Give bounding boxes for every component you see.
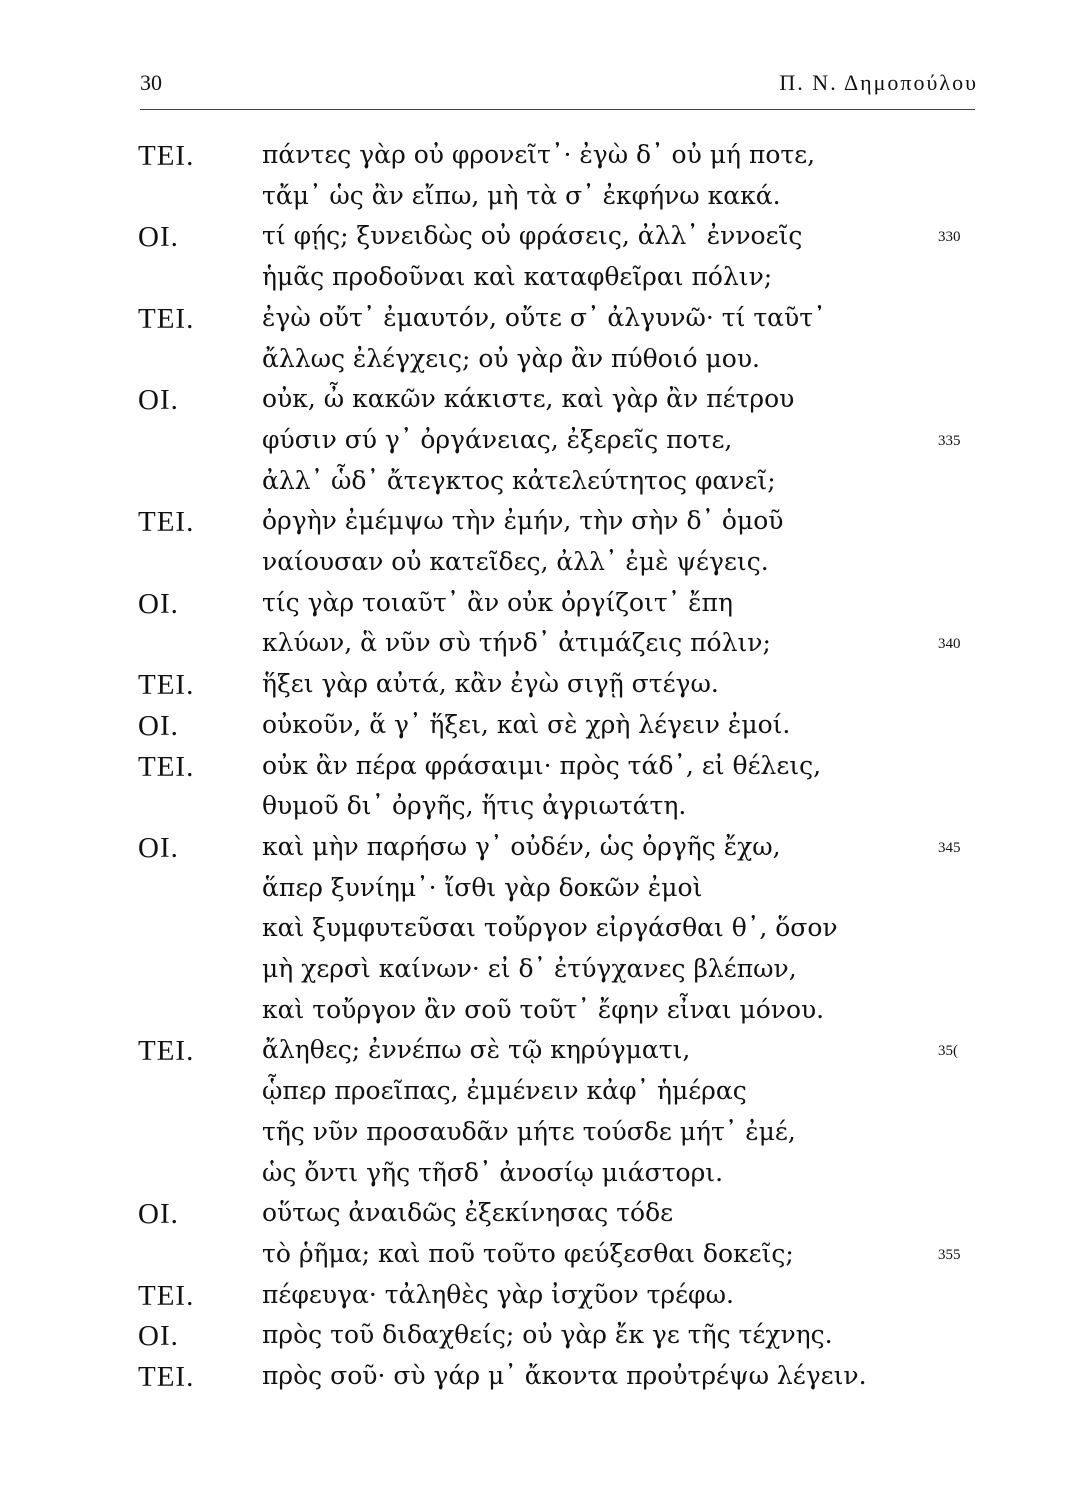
verse-text-line: πρὸς τοῦ διδαχθείς; οὐ γὰρ ἔκ γε τῆς τέχνης.: [262, 1320, 833, 1349]
verse-text-line: τίς γὰρ τοιαῦτ᾽ ἂν οὐκ ὀργίζοιτ᾽ ἔπη: [262, 588, 733, 617]
verse-line: [0, 1035, 1080, 1075]
verse-line: [0, 506, 1080, 546]
verse-line: [0, 588, 1080, 628]
speaker-label: ΤΕΙ.: [138, 140, 195, 172]
verse-text-line: τἄμ᾽ ὡς ἂν εἴπω, μὴ τὰ σ᾽ ἐκφήνω κακά.: [262, 181, 781, 210]
verse-line: [0, 710, 1080, 750]
speaker-label: ΤΕΙ.: [138, 303, 195, 335]
verse-text-line: οὐκοῦν, ἅ γ᾽ ἥξει, καὶ σὲ χρὴ λέγειν ἐμοί.: [262, 710, 791, 739]
verse-line: [0, 1361, 1080, 1401]
line-number: 340: [938, 636, 961, 652]
verse-line: [0, 425, 1080, 465]
running-head-author: Π. Ν. Δημοπούλου: [779, 70, 978, 95]
verse-line: [0, 466, 1080, 506]
verse-text-line: οὐκ ἂν πέρα φράσαιμι· πρὸς τάδ᾽, εἰ θέλεις,: [262, 751, 822, 780]
speaker-label: ΟΙ.: [138, 384, 179, 416]
verse-line: [0, 181, 1080, 221]
verse-line: [0, 140, 1080, 180]
verse-line: [0, 1117, 1080, 1157]
verse-text-line: θυμοῦ δι᾽ ὀργῆς, ἥτις ἀγριωτάτη.: [262, 791, 687, 820]
verse-text-line: ἥξει γὰρ αὐτά, κἂν ἐγὼ σιγῇ στέγω.: [262, 669, 719, 698]
speaker-label: ΟΙ.: [138, 710, 179, 742]
verse-text-line: καὶ τοὔργον ἂν σοῦ τοῦτ᾽ ἔφην εἶναι μόνου.: [262, 995, 825, 1024]
running-head: [140, 70, 978, 110]
verse-text-line: μὴ χερσὶ καίνων· εἰ δ᾽ ἐτύγχανες βλέπων,: [262, 954, 797, 983]
verse-text-line: ὡς ὄντι γῆς τῆσδ᾽ ἀνοσίῳ μιάστορι.: [262, 1158, 724, 1187]
verse-text-line: πέφευγα· τἀληθὲς γὰρ ἰσχῦον τρέφω.: [262, 1280, 734, 1309]
verse-line: [0, 995, 1080, 1035]
verse-text-line: ἄλλως ἐλέγχεις; οὐ γὰρ ἂν πύθοιό μου.: [262, 344, 760, 373]
speaker-label: ΟΙ.: [138, 221, 179, 253]
verse-line: [0, 954, 1080, 994]
line-number: 330: [938, 229, 961, 245]
speaker-label: ΟΙ.: [138, 832, 179, 864]
verse-line: [0, 1158, 1080, 1198]
line-number: 355: [938, 1247, 961, 1263]
line-number: 35(: [938, 1043, 958, 1059]
verse-line: [0, 221, 1080, 261]
verse-text-line: τῆς νῦν προσαυδᾶν μήτε τούσδε μήτ᾽ ἐμέ,: [262, 1117, 796, 1146]
verse-text-line: κλύων, ἃ νῦν σὺ τήνδ᾽ ἀτιμάζεις πόλιν;: [262, 628, 771, 657]
verse-line: [0, 303, 1080, 343]
speaker-label: ΤΕΙ.: [138, 1280, 195, 1312]
verse-text-line: οὐκ, ὦ κακῶν κάκιστε, καὶ γὰρ ἂν πέτρου: [262, 384, 795, 413]
verse-text-line: ἅπερ ξυνίημ᾽· ἴσθι γὰρ δοκῶν ἐμοὶ: [262, 873, 703, 902]
verse-text-line: πάντες γὰρ οὐ φρονεῖτ᾽· ἐγὼ δ᾽ οὐ μή ποτε,: [262, 140, 816, 169]
verse-text-line: ἡμᾶς προδοῦναι καὶ καταφθεῖραι πόλιν;: [262, 262, 773, 291]
speaker-label: ΤΕΙ.: [138, 751, 195, 783]
verse-line: [0, 1320, 1080, 1360]
verse-text-line: ἀλλ᾽ ὧδ᾽ ἄτεγκτος κἀτελεύτητος φανεῖ;: [262, 466, 776, 495]
speaker-label: ΟΙ.: [138, 1320, 179, 1352]
verse-line: [0, 1239, 1080, 1279]
verse-line: [0, 1076, 1080, 1116]
line-number: 335: [938, 433, 961, 449]
verse-line: [0, 873, 1080, 913]
verse-line: [0, 669, 1080, 709]
verse-line: [0, 1198, 1080, 1238]
verse-text-line: φύσιν σύ γ᾽ ὀργάνειας, ἐξερεῖς ποτε,: [262, 425, 733, 454]
verse-text-line: καὶ ξυμφυτεῦσαι τοὔργον εἰργάσθαι θ᾽, ὅσον: [262, 913, 838, 942]
verse-text-line: ᾧπερ προεῖπας, ἐμμένειν κἀφ᾽ ἡμέρας: [262, 1076, 747, 1105]
verse-text-line: οὕτως ἀναιδῶς ἐξεκίνησας τόδε: [262, 1198, 674, 1227]
verse-text-line: τὸ ῥῆμα; καὶ ποῦ τοῦτο φεύξεσθαι δοκεῖς;: [262, 1239, 794, 1268]
verse-line: [0, 791, 1080, 831]
verse-line: [0, 262, 1080, 302]
speaker-label: ΟΙ.: [138, 588, 179, 620]
page-number: 30: [140, 70, 162, 95]
verse-text-line: ἄληθες; ἐννέπω σὲ τῷ κηρύγματι,: [262, 1035, 691, 1064]
verse-text-line: ναίουσαν οὐ κατεῖδες, ἀλλ᾽ ἐμὲ ψέγεις.: [262, 547, 769, 576]
verse-text-line: ἐγὼ οὔτ᾽ ἐμαυτόν, οὔτε σ᾽ ἀλγυνῶ· τί ταῦτ᾽: [262, 303, 826, 332]
verse-text-line: καὶ μὴν παρήσω γ᾽ οὐδέν, ὡς ὀργῆς ἔχω,: [262, 832, 781, 861]
verse-line: [0, 913, 1080, 953]
speaker-label: ΤΕΙ.: [138, 1361, 195, 1393]
verse-line: [0, 384, 1080, 424]
line-number: 345: [938, 840, 961, 856]
verse-text-line: ὀργὴν ἐμέμψω τὴν ἐμήν, τὴν σὴν δ᾽ ὁμοῦ: [262, 506, 784, 535]
header-rule: [140, 109, 975, 110]
verse-text-line: τί φῄς; ξυνειδὼς οὐ φράσεις, ἀλλ᾽ ἐννοεῖς: [262, 221, 803, 250]
speaker-label: ΤΕΙ.: [138, 1035, 195, 1067]
verse-text-line: πρὸς σοῦ· σὺ γάρ μ᾽ ἄκοντα προὐτρέψω λέγειν.: [262, 1361, 867, 1390]
verse-line: [0, 832, 1080, 872]
speaker-label: ΤΕΙ.: [138, 506, 195, 538]
verse-line: [0, 344, 1080, 384]
verse-line: [0, 547, 1080, 587]
speaker-label: ΟΙ.: [138, 1198, 179, 1230]
verse-line: [0, 751, 1080, 791]
speaker-label: ΤΕΙ.: [138, 669, 195, 701]
verse-line: [0, 628, 1080, 668]
verse-line: [0, 1280, 1080, 1320]
